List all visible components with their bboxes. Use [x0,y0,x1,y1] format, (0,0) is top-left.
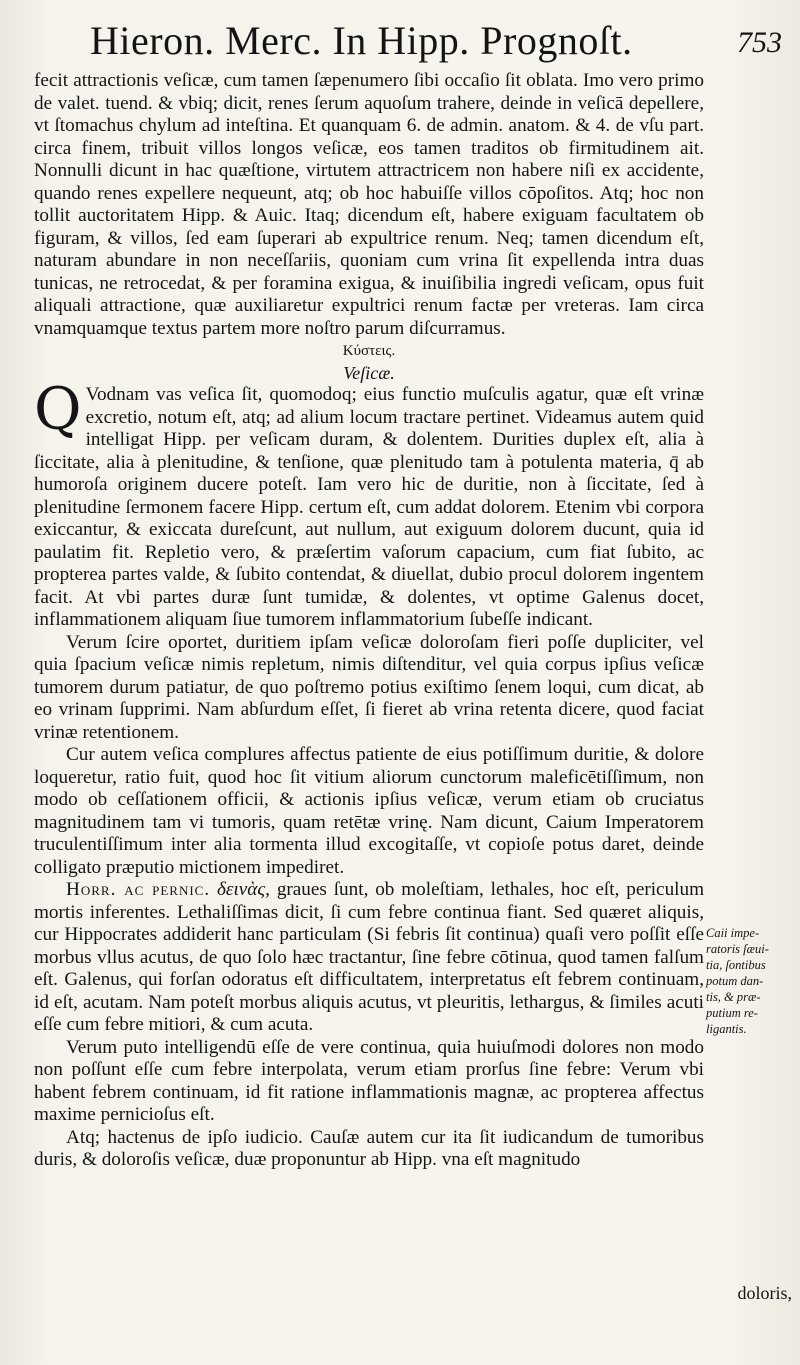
lemma: Horr. ac pernic. [66,879,211,900]
intro-paragraph: fecit attractionis veſicæ, cum tamen ſæpenumero ſibi occaſio ſit oblata. Imo vero primo de valet. tuend. & vbiq; dicit, renes ſerum aquoſum trahere, deinde in veſicā depellere, vt ſtomachus chylum ad inteſtina. Et quanquam 6. de admin. anatom. & 4. de vſu part. circa finem, tribuit villos longos veſicæ, eos tamen traditos ob firmitudinem ait. Nonnulli dicunt in hac quæſtione, virtutem attractricem non habere niſi ex accidente, quando renes expellere nequeunt, atq; ob hoc habuiſſe villos cōpoſitos. Atq; hoc non tollit auctoritatem Hipp. & Auic. Itaq; dicendum eſt, habere exiguam facultatem ob figuram, & villos, ſed eam ſuperari ab expultrice renum. Neq; tamen dicendum eſt, naturam abundare in non neceſſariis, quoniam cum vrina ſit expellenda intra duas tunicas, ne retrocedat, & per foramina exigua, & inuiſibilia ingredi veſicam, opus fuit aliquali attractione, quæ auxiliaretur expultrici renum factæ per vreteras. Iam circa vnamquamque textus partem more noſtro parum diſcurramus. [34,70,704,339]
paragraph-5: Verum puto intelligendū eſſe de vere continua, quia huiuſmodi dolores non modo non poſſunt eſſe cum febre interpolata, verum etiam prorſus ſine febre: Verum vbi habent febrem continuam, id fit ratione inflammationis magnæ, ac propterea affectus maxime pernicioſus eſt. [34,1036,704,1125]
section-heading-greek: Κύστεις. [342,343,396,359]
greek-term: δεινὰς, [216,879,270,900]
paragraph-3: Cur autem veſica complures affectus patiente de eius potiſſimum duritie, & dolore loqueretur, ratio fuit, quod hoc ſit vitium aliorum cunctorum maleficētiſſimum, non modo ob ceſſationem officii, & actionis ipſius veſicæ, verum etiam ob cruciatus magnitudinem tam vi tumoris, quam retētæ vrinę. Nam dicunt, Caium Imperatorem truculentiſſimum inter alia tormenta illud excogitaſſe, vt copioſe potus daret, deinde colligato præputio mictionem impediret. [34,744,704,878]
main-text-column [34,70,704,1172]
marginal-note [706,925,792,1037]
paragraph-2: Verum ſcire oportet, duritiem ipſam veſicæ doloroſam fieri poſſe dupliciter, vel quia ſpacium veſicæ nimis repletum, nimis diſtenditur, vel quia corpus ipſius veſicæ tumorem durum patiatur, de quo poſtremo potius exiſtimo ſenem loqui, cum dicat, ab eo vrinam ſupprimi. Nam abſurdum eſſet, ſi fieret ab vrina retenta dicere, quod faciat vrinæ retentionem. [34,631,704,743]
paragraph-4-text: graues ſunt, ob moleſtiam, lethales, hoc eſt, periculum mortis inferentes. Lethaliſſimas dicit, ſi cum febre continua fiant. Sed quæret aliquis, cur Hippocrates addiderit hanc particulam (Si febris ſit continua) quaſi vero poſſit eſſe morbus vllus acutus, de quo ſolo hæc tractantur, ſine febre cōtinua, quod tamen falſum eſt. Galenus, qui forſan odoratus eſt difficultatem, interpretatus eſt febrem continuam, id eſt, acutam. Nam poteſt morbus aliquis acutus, vt pleuritis, lethargus, & ſimiles acuti eſſe cum febre mitiori, & cum acuta. [34,879,705,1035]
drop-initial: Q [34,375,82,443]
marginal-note-line: Caii impe- [706,926,760,940]
section-heading-latin: Veſicæ. [343,363,395,383]
paragraph-6: Atq; hactenus de ipſo iudicio. Cauſæ autem cur ita ſit iudicandum de tumoribus duris, & doloroſis veſicæ, duæ proponuntur ab Hipp. vna eſt magnitudo [34,1126,704,1170]
paragraph-1-text: Vodnam vas veſica ſit, quomodoq; eius functio muſculis agatur, quæ eſt vrinæ excretio, notum eſt, atq; ad alium locum tractare pertinet. Videamus autem quid intelligat Hipp. per veſicam duram, & dolentem. Durities duplex eſt, alia à ſiccitate, alia à plenitudine, & tenſione, quæ plenitudo tam à potulenta materia, q̄ ab humoroſa originem ducere poteſt. Iam vero hic de duritie, non à ſiccitate, ſed à plenitudine ſermonem facere Hipp. certum eſt, cum addat dolorem. Etenim vbi corpora exiccantur, & exiccata dureſcunt, aut nullum, aut exiguum dolorem ducunt, quia id paulatim fit. Repletio vero, & præſertim vaſorum capacium, cum fiat ſubito, ac propterea partes valde, & ſubito contendat, & diuellat, dubio procul dolorem ingentem facit. At vbi partes duræ ſunt tumidæ, & dolentes, vt optime Galenus docet, inflammationem aliquam ſiue tumorem inflammatorium ſubeſſe indicant. [34,384,704,630]
page-number: 753 [737,26,782,59]
paragraph-1 [34,375,704,632]
marginal-note-line: potum dan- [706,974,764,988]
marginal-note-line: tia, ſontibus [706,958,766,972]
catchword: doloris, [737,1283,792,1303]
marginal-note-line: ligantis. [706,1022,747,1036]
marginal-note-line: tis, & præ- [706,990,761,1004]
marginal-note-line: putium re- [706,1006,758,1020]
paragraph-4 [34,879,704,1037]
page-header [90,10,790,68]
running-title: Hieron. Merc. In Hipp. Prognoſt. [90,18,633,63]
marginal-note-line: ratoris ſæui- [706,942,769,956]
